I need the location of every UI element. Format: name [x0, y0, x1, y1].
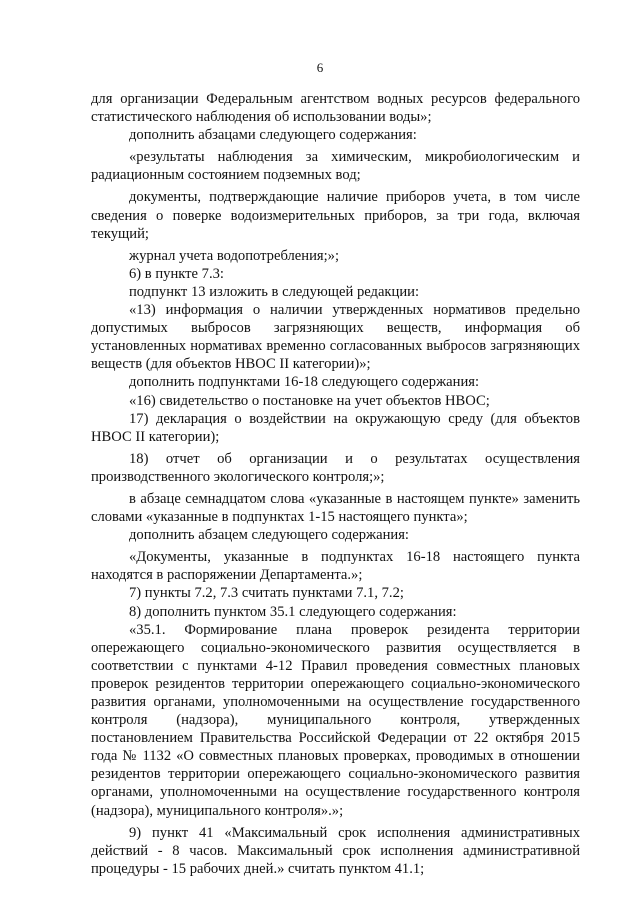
paragraph: подпункт 13 изложить в следующей редакции:: [129, 283, 420, 300]
page-number: 6: [316, 60, 324, 75]
paragraph: журнал учета водопотребления;»;: [129, 247, 340, 264]
document-body: [91, 90, 580, 878]
paragraph: 8) дополнить пунктом 35.1 следующего содержания:: [129, 603, 457, 620]
paragraph: 17) декларация о воздействии на окружающую среду (для объектов НВОС II категории);: [91, 410, 580, 445]
paragraph: «35.1. Формирование плана проверок резидента территории опережающего социально-экономического развития осуществляется в соответствии с пунктами 4-12 Правил проведения совместных плановых проверок резидентов территории опережающего социально-экономического развития органами, уполномоченными на осуществление государственного контроля (надзора), муниципального контроля, утвержденных постановлением Правительства Российской Федерации от 22 октября 2015 года № 1132 «О совместных плановых проверках, проводимых в отношении резидентов территории опережающего социально-экономического развития органами, уполномоченными на осуществление государственного контроля (надзора), муниципального контроля».»;: [91, 621, 580, 819]
paragraph: 18) отчет об организации и о результатах осуществления производственного экологического контроля;»;: [91, 450, 580, 485]
paragraph: «Документы, указанные в подпунктах 16-18 настоящего пункта находятся в распоряжении Департамента.»;: [91, 549, 580, 584]
paragraph: для организации Федеральным агентством водных ресурсов федерального статистического наблюдения об использовании воды»;: [91, 91, 580, 126]
paragraph: «13) информация о наличии утвержденных нормативов предельно допустимых выбросов загрязняющих веществ, информация об установленных нормативах временно согласованных выбросов загрязняющих веществ (для объектов НВОС II категории)»;: [91, 302, 580, 373]
paragraph: 9) пункт 41 «Максимальный срок исполнения административных действий - 8 часов. Максимальный срок исполнения административной процедуры - 15 рабочих дней.» считать пунктом 41.1;: [91, 824, 580, 877]
paragraph: «16) свидетельство о постановке на учет объектов НВОС;: [129, 392, 490, 409]
paragraph: дополнить подпунктами 16-18 следующего содержания:: [129, 374, 480, 391]
paragraph: документы, подтверждающие наличие приборов учета, в том числе сведения о поверке водоизмерительных приборов, за три года, включая текущий;: [91, 189, 580, 242]
paragraph: дополнить абзацами следующего содержания:: [129, 127, 417, 144]
paragraph: «результаты наблюдения за химическим, микробиологическим и радиационным состоянием подземных вод;: [91, 149, 580, 184]
paragraph: дополнить абзацем следующего содержания:: [129, 527, 409, 544]
paragraph: 6) в пункте 7.3:: [129, 265, 224, 282]
paragraph: в абзаце семнадцатом слова «указанные в настоящем пункте» заменить словами «указанные в подпунктах 1-15 настоящего пункта»;: [91, 490, 580, 526]
paragraph: 7) пункты 7.2, 7.3 считать пунктами 7.1, 7.2;: [129, 585, 404, 602]
